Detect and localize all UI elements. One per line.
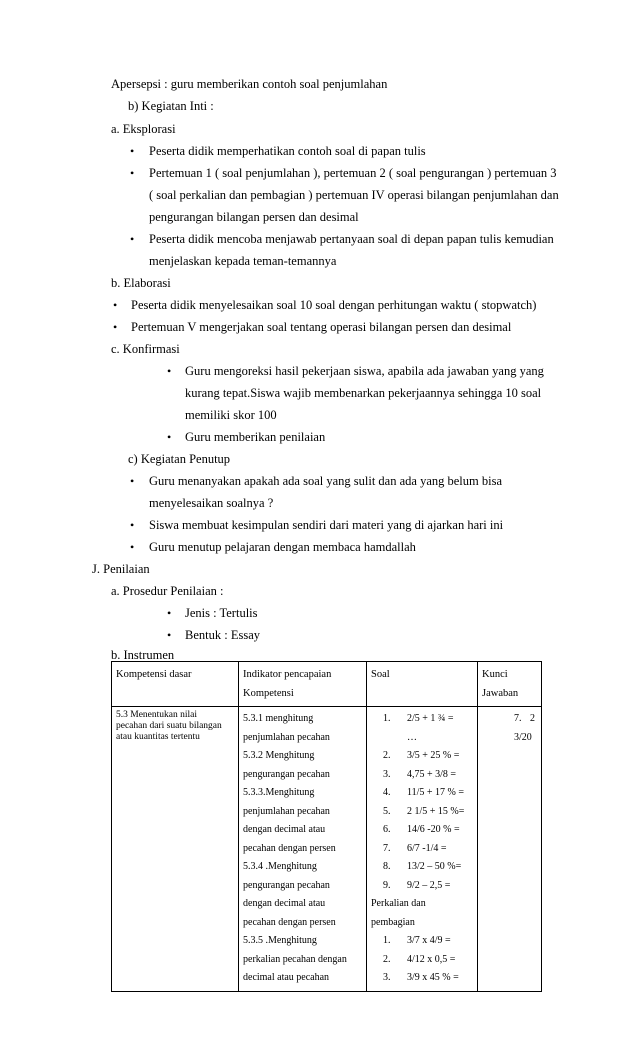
eksplorasi-item-1: Peserta didik memperhatikan contoh soal di papan tulis	[149, 144, 426, 158]
eksplorasi-item-2-line-3: pengurangan bilangan persen dan desimal	[149, 210, 359, 224]
soal-item: 2. 3/5 + 25 % =	[383, 750, 460, 761]
indikator-line: decimal atau pecahan	[243, 972, 330, 983]
bullet-icon: •	[167, 364, 172, 378]
instrument-table	[111, 661, 542, 992]
soal-item: 3. 3/9 x 45 % =	[383, 972, 459, 983]
soal-item: 2. 4/12 x 0,5 =	[383, 953, 456, 965]
eksplorasi-item-3-line-1: Peserta didik mencoba menjawab pertanyaan soal di depan papan tulis kemudian	[149, 232, 554, 246]
penutup-item-1-line-1: Guru menanyakan apakah ada soal yang sulit dan ada yang belum bisa	[149, 474, 503, 488]
soal-item: 1. 3/7 x 4/9 =	[383, 935, 451, 946]
elaborasi-item-1: Peserta didik menyelesaikan soal 10 soal dengan perhitungan waktu ( stopwatch)	[131, 298, 537, 312]
header-indikator-line-1: Indikator pencapaian	[243, 669, 332, 680]
indikator-line: 5.3.1 menghitung	[243, 713, 314, 724]
soal-item: 8. 13/2 – 50 %=	[383, 861, 462, 872]
indikator-line: perkalian pecahan dengan	[243, 953, 347, 965]
indikator-line: pengurangan pecahan	[243, 768, 330, 780]
prosedur-heading: a. Prosedur Penilaian :	[111, 584, 224, 598]
indikator-line: dengan decimal atau	[243, 824, 326, 835]
indikator-line: penjumlahan pecahan	[243, 805, 330, 817]
bullet-icon: •	[130, 540, 135, 554]
penutup-item-3: Guru menutup pelajaran dengan membaca hamdallah	[149, 540, 416, 554]
kompetensi-dasar-cell	[112, 707, 239, 992]
kunci-jawaban-cell	[478, 707, 542, 992]
bullet-icon: •	[113, 320, 118, 334]
bullet-icon: •	[130, 232, 135, 246]
jenis-text: Jenis : Tertulis	[185, 606, 258, 620]
indikator-line: 5.3.4 .Menghitung	[243, 861, 317, 872]
eksplorasi-heading: a. Eksplorasi	[111, 122, 176, 136]
table-header-row	[112, 662, 542, 707]
indikator-line: pengurangan pecahan	[243, 879, 330, 891]
soal-list-perkalian	[371, 932, 473, 988]
penilaian-heading: J. Penilaian	[92, 562, 150, 576]
elaborasi-item-2: Pertemuan V mengerjakan soal tentang operasi bilangan persen dan desimal	[131, 320, 512, 334]
soal-subheading-line-2: pembagian	[371, 916, 415, 928]
bullet-icon: •	[130, 474, 135, 488]
soal-item: …	[407, 731, 417, 743]
soal-item: 7. 6/7 -1/4 =	[383, 842, 447, 854]
bullet-icon: •	[130, 166, 135, 180]
kd-line: atau kuantitas tertentu	[116, 732, 200, 742]
elaborasi-heading: b. Elaborasi	[111, 276, 171, 290]
soal-list-penjumlahan	[371, 710, 473, 895]
kd-line: 5.3 Menentukan nilai	[116, 710, 197, 720]
header-indikator	[239, 662, 367, 707]
indikator-line: pecahan dengan persen	[243, 842, 336, 854]
table-row	[112, 707, 542, 992]
bentuk-text: Bentuk : Essay	[185, 628, 260, 642]
soal-item: 6. 14/6 -20 % =	[383, 824, 460, 835]
kegiatan-inti-heading: b) Kegiatan Inti :	[128, 99, 214, 113]
soal-item: 4. 11/5 + 17 % =	[383, 787, 465, 798]
bullet-icon: •	[130, 518, 135, 532]
bullet-icon: •	[167, 628, 172, 642]
soal-cell	[367, 707, 478, 992]
konfirmasi-item-1-line-3: memiliki skor 100	[185, 408, 277, 422]
kunci-item: 7. 2 3/20	[514, 713, 535, 743]
bullet-icon: •	[130, 144, 135, 158]
header-indikator-line-2: Kompetensi	[243, 688, 294, 699]
header-kompetensi-dasar: Kompetensi dasar	[112, 662, 239, 707]
apersepsi-text: Apersepsi : guru memberikan contoh soal penjumlahan	[111, 77, 388, 91]
indikator-line: 5.3.5 .Menghitung	[243, 935, 317, 946]
bullet-icon: •	[113, 298, 118, 312]
penutup-item-1-line-2: menyelesaikan soalnya ?	[149, 496, 274, 510]
indikator-line: pecahan dengan persen	[243, 916, 336, 928]
eksplorasi-item-2-line-1: Pertemuan 1 ( soal penjumlahan ), pertemuan 2 ( soal pengurangan ) pertemuan 3	[149, 166, 557, 180]
indikator-line: 5.3.3.Menghitung	[243, 787, 315, 798]
indikator-line: penjumlahan pecahan	[243, 731, 330, 743]
indikator-line: 5.3.2 Menghitung	[243, 750, 315, 761]
penutup-item-2: Siswa membuat kesimpulan sendiri dari materi yang di ajarkan hari ini	[149, 518, 504, 532]
header-soal: Soal	[367, 662, 478, 707]
kd-line: pecahan dari suatu bilangan	[116, 721, 222, 731]
konfirmasi-item-1-line-2: kurang tepat.Siswa wajib membenarkan pekerjaannya sehingga 10 soal	[185, 386, 542, 400]
eksplorasi-item-3-line-2: menjelaskan kepada teman-temannya	[149, 254, 337, 268]
bullet-icon: •	[167, 606, 172, 620]
indikator-cell	[239, 707, 367, 992]
soal-item: 5. 2 1/5 + 15 %=	[383, 805, 465, 817]
konfirmasi-item-1-line-1: Guru mengoreksi hasil pekerjaan siswa, apabila ada jawaban yang yang	[185, 364, 544, 378]
konfirmasi-heading: c. Konfirmasi	[111, 342, 180, 356]
eksplorasi-item-2-line-2: ( soal perkalian dan pembagian ) pertemuan IV operasi bilangan penjumlahan dan	[149, 188, 559, 202]
soal-subheading-line-1: Perkalian dan	[371, 898, 426, 909]
konfirmasi-item-2: Guru memberikan penilaian	[185, 430, 326, 444]
soal-item: 1. 2/5 + 1 ¾ =	[383, 713, 454, 724]
penutup-heading: c) Kegiatan Penutup	[128, 452, 231, 466]
bullet-icon: •	[167, 430, 172, 444]
soal-item: 3. 4,75 + 3/8 =	[383, 768, 457, 780]
instrumen-heading: b. Instrumen	[111, 648, 175, 662]
indikator-line: dengan decimal atau	[243, 898, 326, 909]
header-kunci-jawaban: Kunci Jawaban	[478, 662, 542, 707]
soal-item: 9. 9/2 – 2,5 =	[383, 879, 451, 891]
